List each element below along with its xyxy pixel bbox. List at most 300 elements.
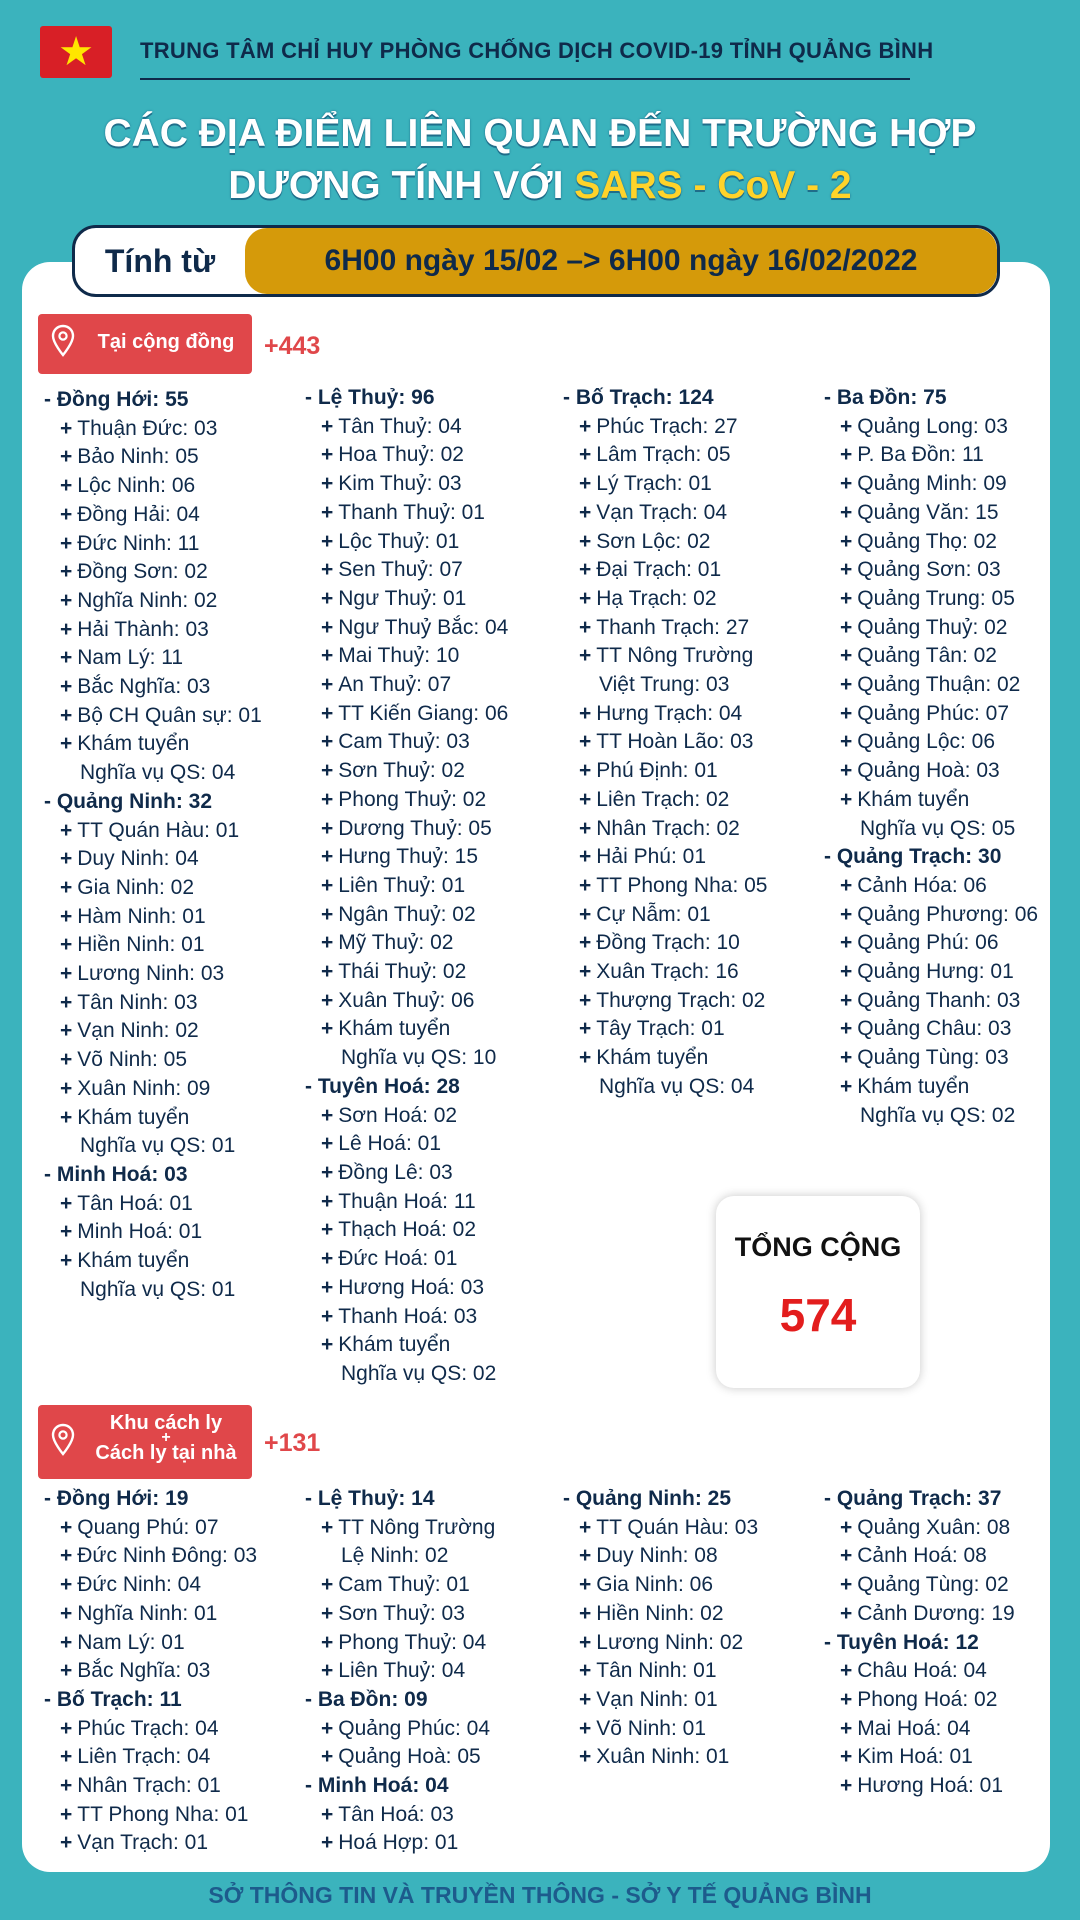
location-name: Sơn Thuỷ: 03 [338,1601,465,1625]
location-name: Khám tuyển [857,1074,970,1098]
location-item [824,901,1038,930]
location-name: Kim Hoá: 01 [857,1745,973,1769]
location-item [44,1801,257,1830]
location-continuation: Nghĩa vụ QS: 01 [80,1134,236,1158]
location-item [44,1190,262,1219]
location-name: Hương Hoá: 03 [338,1275,485,1299]
plus-icon: + [579,1017,592,1041]
location-item [824,786,1038,815]
location-item [824,929,1038,958]
plus-icon: + [321,1333,334,1357]
plus-icon: + [321,816,334,840]
location-name: Tân Ninh: 03 [77,990,198,1014]
location-item [824,499,1038,528]
location-item [824,872,1038,901]
location-item [305,786,508,815]
location-item [824,1715,1015,1744]
plus-icon: + [840,1745,853,1769]
location-item [824,700,1038,729]
location-name: Thuận Hoá: 11 [338,1189,476,1213]
location-item [563,413,768,442]
district-heading: - Minh Hoá: 04 [305,1774,449,1798]
plus-icon: + [60,1515,73,1539]
location-name: An Thuỷ: 07 [338,673,452,697]
location-name: Khám tuyển [77,732,190,756]
location-item [44,616,262,645]
location-name: Duy Ninh: 08 [596,1544,718,1568]
plus-icon: + [579,1687,592,1711]
location-item [824,1686,1015,1715]
plus-icon: + [60,617,73,641]
plus-icon: + [840,1573,853,1597]
plus-icon: + [840,472,853,496]
location-name: Xuân Ninh: 09 [77,1076,211,1100]
location-item [44,960,262,989]
location-item [305,872,508,901]
location-name: Thượng Trạch: 02 [596,988,766,1012]
plus-icon: + [579,1515,592,1539]
district-heading: - Bố Trạch: 124 [563,386,714,409]
location-name: Khám tuyển [596,1046,709,1070]
location-name: Lộc Thuỷ: 01 [338,529,460,553]
plus-icon: + [321,644,334,668]
plus-icon: + [321,443,334,467]
location-name: Liên Thuỷ: 04 [338,1659,466,1683]
plus-icon: + [579,816,592,840]
location-name: Đồng Sơn: 02 [77,560,208,584]
location-item [563,958,768,987]
location-name: Lý Trạch: 01 [596,472,712,496]
total-box [716,1196,920,1388]
location-item [563,1715,758,1744]
location-name: Vạn Ninh: 01 [596,1687,718,1711]
location-name: Phong Hoá: 02 [857,1687,998,1711]
plus-icon: + [60,1774,73,1798]
location-name: P. Ba Đồn: 11 [857,443,984,467]
location-name: Mỹ Thuỷ: 02 [338,931,454,955]
location-item [824,757,1038,786]
plus-icon: + [579,1659,592,1683]
location-item [44,472,262,501]
community-column-3 [563,384,768,1102]
location-item [305,671,508,700]
location-item [44,1218,262,1247]
total-value: 574 [779,1289,857,1341]
plus-icon: + [321,1189,334,1213]
location-name: Tây Trạch: 01 [596,1017,725,1041]
plus-icon: + [579,1046,592,1070]
location-item [563,1015,768,1044]
plus-icon: + [840,1659,853,1683]
plus-icon: + [321,414,334,438]
location-name: Hưng Thuỷ: 15 [338,845,479,869]
plus-icon: + [579,644,592,668]
plus-icon: + [579,443,592,467]
location-item [563,1743,758,1772]
location-continuation: Nghĩa vụ QS: 04 [80,761,236,785]
location-name: Phúc Trạch: 27 [596,414,738,438]
location-item [563,1044,768,1073]
location-name: Quảng Xuân: 08 [857,1515,1011,1539]
plus-icon: + [840,529,853,553]
location-name: Bắc Nghĩa: 03 [77,675,211,699]
location-item [824,1772,1015,1801]
plus-icon: + [60,474,73,498]
plus-icon: + [840,1716,853,1740]
district-heading: - Minh Hoá: 03 [44,1162,188,1186]
location-name: Phú Định: 01 [596,759,718,783]
plus-icon: + [321,1716,334,1740]
location-item [824,1743,1015,1772]
location-name: Mai Hoá: 04 [857,1716,971,1740]
location-name: Phong Thuỷ: 04 [338,1630,487,1654]
date-range-value: 6H00 ngày 15/02 –> 6H00 ngày 16/02/2022 [245,228,997,294]
location-item [305,728,508,757]
location-item [824,1571,1015,1600]
location-item [44,903,262,932]
location-item [563,757,768,786]
plus-icon: + [321,730,334,754]
plus-icon: + [840,960,853,984]
location-item [824,987,1038,1016]
location-item [563,441,768,470]
location-item [563,728,768,757]
location-item [44,1514,257,1543]
location-name: Quảng Lộc: 06 [857,730,996,754]
plus-icon: + [60,1659,73,1683]
plus-icon: + [321,701,334,725]
plus-icon: + [321,1573,334,1597]
date-label: Tính từ [104,243,216,279]
plus-icon: + [60,962,73,986]
plus-icon: + [840,500,853,524]
location-item [305,642,508,671]
plus-icon: + [60,1716,73,1740]
plus-icon: + [840,759,853,783]
plus-icon: + [579,414,592,438]
location-name: Gia Ninh: 02 [77,875,194,899]
title-line-2-prefix: DƯƠNG TÍNH VỚI [228,164,575,207]
location-name: Quảng Phúc: 04 [338,1716,491,1740]
location-item [563,585,768,614]
location-item [44,1075,262,1104]
location-item [305,1159,508,1188]
location-name: Hải Phú: 01 [596,845,707,869]
plus-icon: + [321,1247,334,1271]
location-name: TT Nông Trường [338,1515,496,1539]
plus-icon: + [321,558,334,582]
location-name: Quảng Thuỷ: 02 [857,615,1008,639]
location-item [563,642,768,671]
location-item [305,614,508,643]
plus-icon: + [60,933,73,957]
plus-icon: + [579,787,592,811]
location-item [305,843,508,872]
district-heading: - Quảng Ninh: 32 [44,789,212,813]
location-name: Hiền Ninh: 02 [596,1601,724,1625]
location-name: Ngư Thuỷ Bắc: 04 [338,615,509,639]
location-item [563,872,768,901]
location-name: TT Phong Nha: 05 [596,873,768,897]
location-item [44,558,262,587]
location-name: Tân Hoá: 03 [338,1802,454,1826]
location-name: Hàm Ninh: 01 [77,904,206,928]
location-name: TT Quán Hàu: 01 [77,818,240,842]
plus-icon: + [60,1601,73,1625]
location-name: Liên Trạch: 04 [77,1745,211,1769]
location-item [305,1216,508,1245]
location-name: Quảng Châu: 03 [857,1017,1012,1041]
location-item [305,1188,508,1217]
location-name: Thạch Hoá: 02 [338,1218,477,1242]
location-name: TT Nông Trường [596,644,754,668]
location-item [824,1542,1015,1571]
plus-icon: + [840,902,853,926]
location-name: Quảng Tùng: 03 [857,1046,1009,1070]
location-item [824,1044,1038,1073]
location-item [305,1245,508,1274]
total-label: TỔNG CỘNG [734,1232,902,1262]
location-name: Khám tuyển [77,1249,190,1273]
plus-icon: + [840,644,853,668]
location-item [44,989,262,1018]
plus-icon: + [579,1745,592,1769]
location-name: Kim Thuỷ: 03 [338,472,462,496]
location-name: Khám tuyển [338,1333,451,1357]
district-heading: - Tuyên Hoá: 12 [824,1630,979,1654]
location-name: Hưng Trạch: 04 [596,701,743,725]
plus-icon: + [840,1687,853,1711]
location-name: Lộc Ninh: 06 [77,474,196,498]
plus-icon: + [321,1017,334,1041]
location-item [563,470,768,499]
location-name: TT Quán Hàu: 03 [596,1515,759,1539]
location-item [44,587,262,616]
plus-icon: + [321,1831,334,1855]
plus-icon: + [321,586,334,610]
community-tag [38,314,252,374]
location-item [305,700,508,729]
quarantine-label-line-2: Cách ly tại nhà [95,1442,237,1464]
location-name: Quảng Hoà: 03 [857,759,1000,783]
plus-icon: + [840,701,853,725]
location-name: Sen Thuỷ: 07 [338,558,463,582]
title-line-2 [0,160,1080,212]
location-item [563,556,768,585]
plus-icon: + [840,1515,853,1539]
location-item [44,1657,257,1686]
plus-icon: + [840,1774,853,1798]
plus-icon: + [321,673,334,697]
location-item [824,556,1038,585]
location-name: Cảnh Hoá: 08 [857,1544,987,1568]
plus-icon: + [321,960,334,984]
location-name: Tân Hoá: 01 [77,1191,193,1215]
location-name: Quảng Phương: 06 [857,902,1039,926]
plus-icon: + [60,588,73,612]
location-name: Mai Thuỷ: 10 [338,644,460,668]
location-name: Quảng Văn: 15 [857,500,999,524]
plus-icon: + [60,675,73,699]
location-name: Quảng Thuận: 02 [857,673,1021,697]
location-name: Vạn Ninh: 02 [77,1019,199,1043]
plus-icon: + [840,414,853,438]
plus-icon: + [321,1745,334,1769]
location-name: TT Hoàn Lão: 03 [596,730,754,754]
location-name: Quảng Minh: 09 [857,472,1007,496]
plus-icon: + [321,1103,334,1127]
location-name: Đức Ninh: 04 [77,1573,202,1597]
location-item [44,673,262,702]
plus-icon: + [60,818,73,842]
location-continuation: Nghĩa vụ QS: 01 [80,1277,236,1301]
location-name: Đức Ninh Đông: 03 [77,1544,258,1568]
location-item [305,499,508,528]
location-item [563,843,768,872]
plus-icon: + [321,1304,334,1328]
location-continuation: Nghĩa vụ QS: 05 [860,816,1016,840]
location-name: Ngân Thuỷ: 02 [338,902,476,926]
location-item [44,931,262,960]
plus-icon: + [579,759,592,783]
location-name: Tân Thuỷ: 04 [338,414,462,438]
quarantine-label-plus: + [161,1429,171,1446]
plus-icon: + [60,732,73,756]
plus-icon: + [60,531,73,555]
location-name: Đức Hoá: 01 [338,1247,458,1271]
location-name: Sơn Lộc: 02 [596,529,711,553]
plus-icon: + [60,703,73,727]
location-item [44,1046,262,1075]
location-item [563,528,768,557]
location-item [305,1715,495,1744]
location-name: Quảng Phúc: 07 [857,701,1010,725]
plus-icon: + [579,960,592,984]
plus-icon: + [60,646,73,670]
location-continuation: Lệ Ninh: 02 [341,1544,449,1568]
district-heading: - Quảng Trạch: 30 [824,845,1002,869]
location-name: Quảng Trung: 05 [857,586,1015,610]
location-item [305,929,508,958]
location-name: Hiền Ninh: 01 [77,933,205,957]
plus-icon: + [840,730,853,754]
location-name: Bảo Ninh: 05 [77,445,199,469]
location-name: Xuân Trạch: 16 [596,960,739,984]
location-item [824,528,1038,557]
title-line-1: CÁC ĐỊA ĐIỂM LIÊN QUAN ĐẾN TRƯỜNG HỢP [103,112,977,155]
plus-icon: + [60,904,73,928]
plus-icon: + [840,673,853,697]
location-item [44,817,262,846]
location-continuation: Nghĩa vụ QS: 02 [860,1103,1016,1127]
plus-icon: + [840,1074,853,1098]
location-item [44,530,262,559]
location-item [305,1571,495,1600]
district-heading: - Ba Đồn: 75 [824,386,947,409]
plus-icon: + [321,1160,334,1184]
plus-icon: + [60,1019,73,1043]
page-title [0,108,1080,212]
location-item [305,528,508,557]
location-item [824,1514,1015,1543]
district-heading: - Quảng Trạch: 37 [824,1487,1002,1510]
plus-icon: + [840,988,853,1012]
location-item [563,786,768,815]
plus-icon: + [579,1716,592,1740]
location-name: Lương Ninh: 03 [77,962,225,986]
plus-icon: + [60,1220,73,1244]
location-item [563,1600,758,1629]
location-name: Quảng Phú: 06 [857,931,999,955]
vietnam-flag-icon: ★ [40,26,112,78]
plus-icon: + [60,1573,73,1597]
plus-icon: + [840,787,853,811]
location-item [563,901,768,930]
plus-icon: + [60,1831,73,1855]
plus-icon: + [579,1601,592,1625]
location-name: Thanh Hoá: 03 [338,1304,478,1328]
location-name: Quảng Long: 03 [857,414,1008,438]
location-item [824,1015,1038,1044]
location-item [824,1657,1015,1686]
location-item [44,644,262,673]
plus-icon: + [840,873,853,897]
location-item [305,987,508,1016]
community-label: Tại cộng đồng [97,331,235,353]
plus-icon: + [60,1630,73,1654]
location-item [563,1542,758,1571]
district-heading: - Bố Trạch: 11 [44,1687,182,1711]
location-name: Gia Ninh: 06 [596,1573,713,1597]
plus-icon: + [60,502,73,526]
location-name: Quảng Tân: 02 [857,644,997,668]
plus-icon: + [321,873,334,897]
location-item [563,1686,758,1715]
location-name: Cam Thuỷ: 01 [338,1573,470,1597]
location-item [44,874,262,903]
plus-icon: + [60,1544,73,1568]
location-item [305,1629,495,1658]
plus-icon: + [60,416,73,440]
location-item [563,499,768,528]
location-name: Quảng Sơn: 03 [857,558,1001,582]
location-name: Cảnh Dương: 19 [857,1601,1015,1625]
plus-icon: + [60,1048,73,1072]
location-name: Phúc Trạch: 04 [77,1716,219,1740]
location-name: Quảng Tùng: 02 [857,1573,1009,1597]
location-name: Sơn Hoá: 02 [338,1103,458,1127]
location-name: Nghĩa Ninh: 01 [77,1601,218,1625]
location-item [305,413,508,442]
location-name: Xuân Thuỷ: 06 [338,988,475,1012]
location-name: Lương Ninh: 02 [596,1630,744,1654]
community-column-1 [44,386,262,1305]
location-name: Võ Ninh: 05 [77,1048,188,1072]
location-item [44,1829,257,1858]
quarantine-count: +131 [264,1429,321,1457]
location-item [563,1514,758,1543]
title-line-2-highlight: SARS - CoV - 2 [574,164,852,207]
plus-icon: + [840,1601,853,1625]
location-name: Ngư Thuỷ: 01 [338,586,467,610]
location-item [305,1657,495,1686]
district-heading: - Đồng Hới: 55 [44,388,189,411]
community-column-2 [305,384,508,1389]
plus-icon: + [579,472,592,496]
location-name: Tân Ninh: 01 [596,1659,717,1683]
location-item [305,556,508,585]
location-item [44,1104,262,1133]
